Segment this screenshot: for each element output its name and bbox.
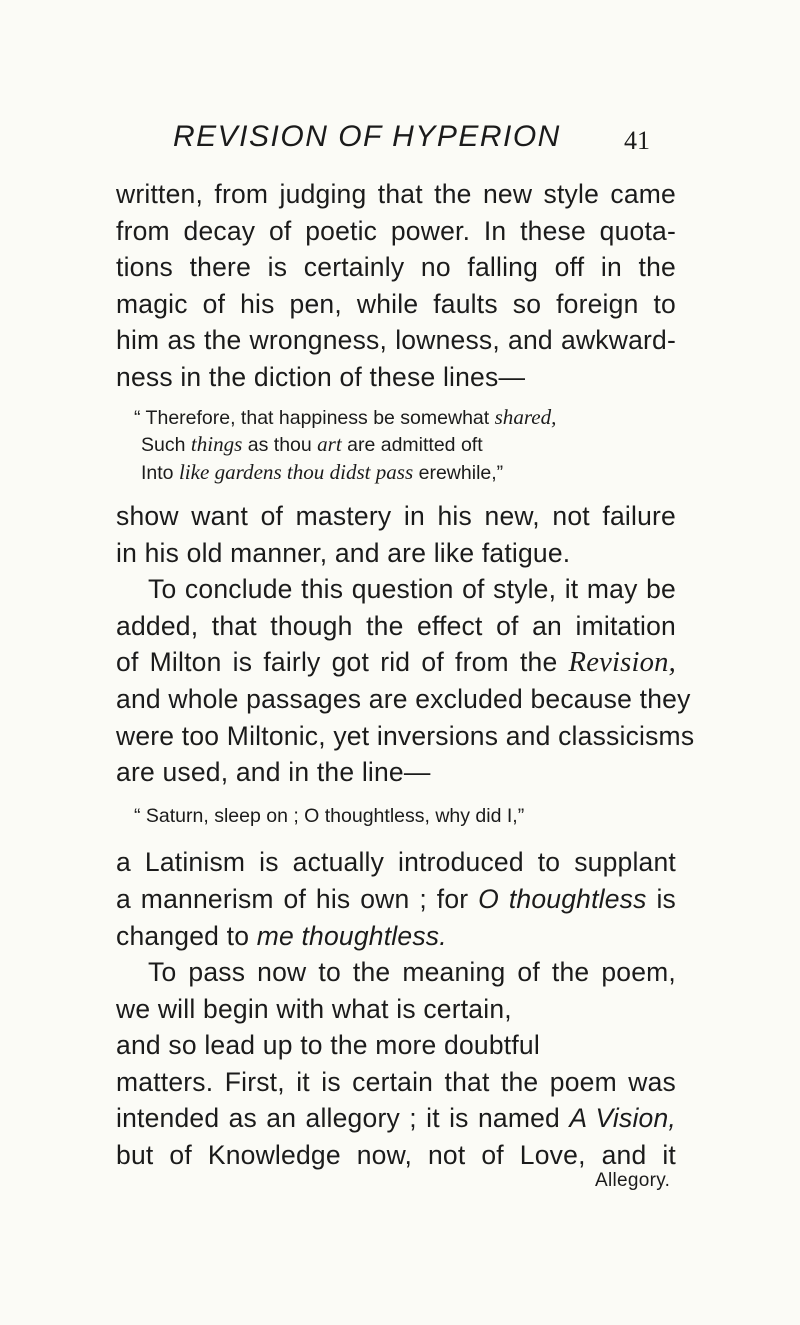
quote-text: as thou bbox=[242, 434, 318, 457]
quote-line bbox=[116, 431, 676, 459]
text-line: tions there is certainly no falling off in the bbox=[116, 252, 676, 283]
quote-text: Into bbox=[141, 461, 179, 484]
text-line: magic of his pen, while faults so foreign to bbox=[116, 288, 676, 319]
running-title: REVISION OF HYPERION bbox=[173, 120, 561, 153]
text-line: show want of mastery in his new, not failure bbox=[116, 501, 676, 532]
text-span: a mannerism of his own ; for bbox=[116, 883, 479, 914]
text-line: and whole passages are excluded because they bbox=[116, 684, 691, 715]
text-line: and so lead up to the more doubtful bbox=[116, 1030, 540, 1061]
text-line: we will begin with what is certain, bbox=[116, 993, 512, 1024]
text-line: but of Knowledge now, not of Love, and it bbox=[116, 1140, 676, 1171]
text-line: ness in the diction of these lines— bbox=[116, 361, 526, 392]
quote-text: erewhile,” bbox=[413, 461, 504, 484]
quote-line bbox=[116, 404, 676, 432]
page-number: 41 bbox=[624, 126, 650, 155]
block-quote bbox=[116, 396, 676, 499]
text-line: were too Miltonic, yet inversions and classicisms bbox=[116, 720, 695, 751]
block-quote bbox=[116, 791, 676, 845]
text-line: in his old manner, and are like fatigue. bbox=[116, 537, 571, 568]
text-line: written, from judging that the new style came bbox=[116, 179, 676, 209]
text-line: from decay of poetic power. In these quota- bbox=[116, 215, 676, 246]
italic-phrase: O thoughtless bbox=[478, 883, 647, 914]
text-line bbox=[116, 881, 676, 918]
text-span: is bbox=[646, 883, 676, 914]
quote-italic: shared, bbox=[494, 404, 557, 429]
text-line bbox=[116, 1100, 676, 1137]
quote-text: Such bbox=[141, 434, 191, 457]
text-span: changed to bbox=[116, 920, 257, 951]
text-line: To conclude this question of style, it may be bbox=[148, 574, 676, 605]
text-span: intended as an allegory ; it is named bbox=[116, 1103, 570, 1134]
italic-phrase: me thoughtless. bbox=[256, 920, 447, 951]
quote-text: are admitted oft bbox=[341, 434, 483, 457]
text-line: a Latinism is actually introduced to supplant bbox=[116, 847, 676, 878]
text-line bbox=[116, 644, 676, 681]
margin-note: Allegory. bbox=[595, 1170, 671, 1191]
text-line: matters. First, it is certain that the poem was bbox=[116, 1066, 676, 1097]
text-line bbox=[116, 918, 676, 955]
text-line: are used, and in the line— bbox=[116, 757, 431, 788]
text-line: To pass now to the meaning of the poem, bbox=[148, 957, 676, 988]
quote-line: “ Saturn, sleep on ; O thoughtless, why did I,” bbox=[134, 804, 525, 827]
text-line: added, that though the effect of an imitation bbox=[116, 610, 676, 641]
quote-italic: like gardens thou didst pass bbox=[178, 459, 414, 484]
running-header bbox=[0, 120, 800, 160]
italic-title: A Vision, bbox=[569, 1103, 676, 1134]
quote-italic: things bbox=[190, 432, 243, 457]
quote-italic: art bbox=[317, 432, 342, 457]
text-line: him as the wrongness, lowness, and awkward- bbox=[116, 325, 676, 356]
body-text bbox=[116, 176, 695, 1174]
italic-title: Revision, bbox=[568, 646, 676, 679]
quote-text: “ Therefore, that happiness be somewhat bbox=[134, 406, 495, 429]
quote-line bbox=[116, 459, 676, 487]
text-span: of Milton is fairly got rid of from the bbox=[116, 647, 569, 678]
